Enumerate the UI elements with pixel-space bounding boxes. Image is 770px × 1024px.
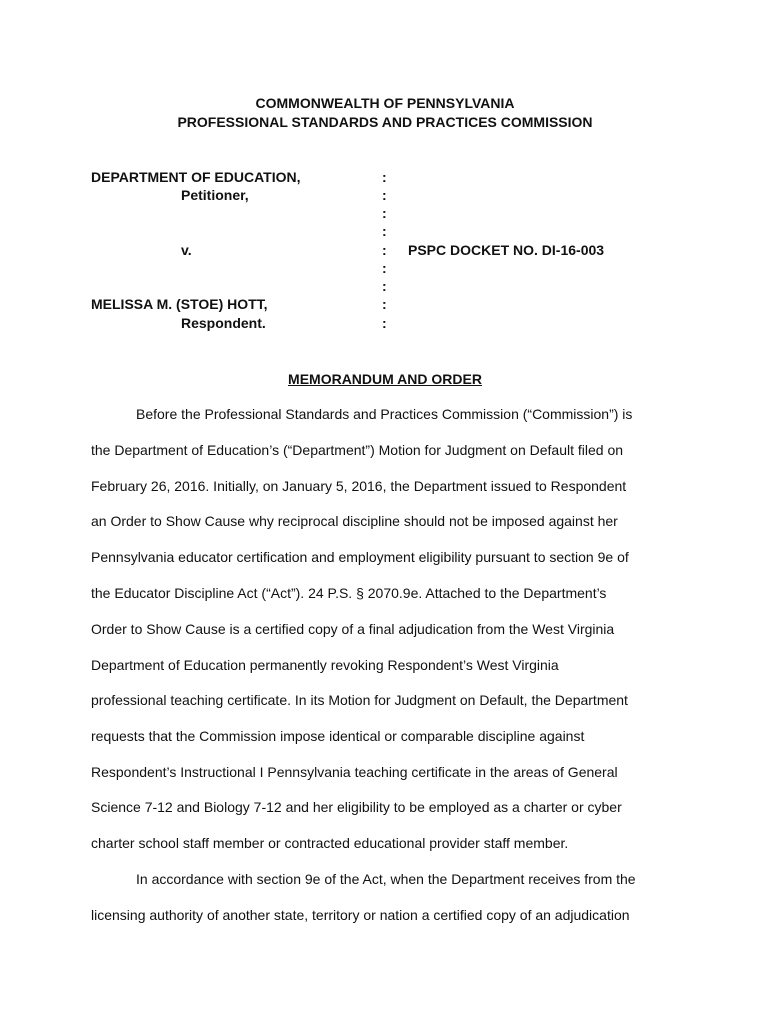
header-commission: PROFESSIONAL STANDARDS AND PRACTICES COMMISSION xyxy=(177,114,593,130)
body-line: Department of Education permanently revoking Respondent’s West Virginia xyxy=(91,657,559,673)
caption-colon: : xyxy=(382,169,387,185)
caption-colon: : xyxy=(382,187,387,203)
body-line: an Order to Show Cause why reciprocal discipline should not be imposed against her xyxy=(91,513,618,529)
petitioner-name: DEPARTMENT OF EDUCATION, xyxy=(91,169,301,185)
docket-number: PSPC DOCKET NO. DI-16-003 xyxy=(408,242,605,258)
versus-label: v. xyxy=(181,242,192,258)
body-line: February 26, 2016. Initially, on January 5, 2016, the Department issued to Respondent xyxy=(91,478,627,494)
body-line: Respondent’s Instructional I Pennsylvania teaching certificate in the areas of General xyxy=(91,764,618,780)
respondent-role: Respondent. xyxy=(181,315,266,331)
caption-colon: : xyxy=(382,296,387,312)
caption-colon: : xyxy=(382,205,387,221)
header-commonwealth: COMMONWEALTH OF PENNSYLVANIA xyxy=(255,95,515,111)
caption-colon: : xyxy=(382,223,387,239)
respondent-name: MELISSA M. (STOE) HOTT, xyxy=(91,296,268,312)
caption-colon: : xyxy=(382,278,387,294)
body-line: Order to Show Cause is a certified copy of a final adjudication from the West Virginia xyxy=(91,621,615,637)
petitioner-role: Petitioner, xyxy=(181,187,249,203)
caption-colon: : xyxy=(382,315,387,331)
body-line: charter school staff member or contracted educational provider staff member. xyxy=(91,835,569,851)
body-line: Science 7-12 and Biology 7-12 and her eligibility to be employed as a charter or cyber xyxy=(91,799,622,815)
body-line: In accordance with section 9e of the Act, when the Department receives from the xyxy=(136,871,636,887)
body-line: Pennsylvania educator certification and employment eligibility pursuant to section 9e of xyxy=(91,549,629,565)
body-line: requests that the Commission impose identical or comparable discipline against xyxy=(91,728,585,744)
document-title-text: MEMORANDUM AND ORDER xyxy=(288,371,482,387)
body-line: the Educator Discipline Act (“Act”). 24 P.S. § 2070.9e. Attached to the Department’s xyxy=(91,585,607,601)
caption-colon: : xyxy=(382,242,387,258)
body-line: professional teaching certificate. In its Motion for Judgment on Default, the Department xyxy=(91,692,628,708)
body-line: licensing authority of another state, territory or nation a certified copy of an adjudication xyxy=(91,907,630,923)
body-line: the Department of Education’s (“Department”) Motion for Judgment on Default filed on xyxy=(91,442,624,458)
caption-colon: : xyxy=(382,260,387,276)
body-line: Before the Professional Standards and Practices Commission (“Commission”) is xyxy=(136,406,633,422)
document-title xyxy=(0,370,770,388)
